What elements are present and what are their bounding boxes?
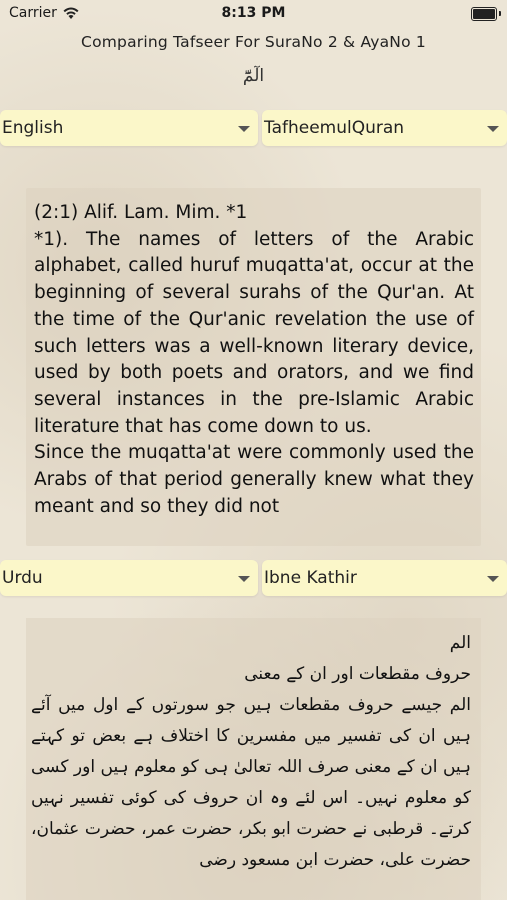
chevron-down-icon (238, 576, 250, 582)
language-select-top-value: English (2, 118, 64, 138)
language-select-top[interactable] (0, 110, 258, 146)
status-bar (0, 0, 507, 28)
tafsir-paragraph: Since the muqatta'at were commonly used the Arabs of that period generally knew what they meant and so they did not (34, 442, 474, 517)
urdu-heading: الم (449, 633, 471, 653)
battery-icon (471, 7, 497, 21)
chevron-down-icon (238, 126, 250, 132)
tafsir-select-top-value: TafheemulQuran (264, 118, 405, 138)
chevron-down-icon (487, 126, 499, 132)
urdu-subheading: حروف مقطعات اور ان کے معنی (244, 664, 471, 684)
tafsir-select-bottom-value: Ibne Kathir (264, 568, 357, 588)
urdu-tafsir-panel[interactable] (26, 618, 481, 900)
language-select-bottom-value: Urdu (2, 568, 43, 588)
urdu-paragraph: الم جیسے حروف مقطعات ہیں جو سورتوں کے اول میں آئے ہیں ان کی تفسیر میں مفسرین کا اختلاف ہے بعض تو کہتے ہیں ان کے معنی صرف اللہ تعالیٰ ہی کو معلوم ہیں اور کسی کو معلوم نہیں۔ اس لئے وہ ان حروف کی کوئی تفسیر نہیں کرتے۔ قرطبی نے حضرت ابو بکر، حضرت عمر، حضرت عثمان، حضرت علی، حضرت ابن مسعود رضی (31, 695, 471, 870)
tafsir-paragraph: *1). The names of letters of the Arabic alphabet, called huruf muqatta'at, occur at the beginning of several surahs of the Qur'an. At the time of the Qur'anic revelation the use of such letters was a well-known literary device, used by both poets and orators, and we find several instances in the pre-Islamic Arabic literature that has come down to us. (34, 228, 474, 437)
tafsir-verse-line: (2:1) Alif. Lam. Mim. *1 (34, 202, 248, 223)
tafsir-select-bottom[interactable] (262, 560, 507, 596)
chevron-down-icon (487, 576, 499, 582)
tafsir-select-top[interactable] (262, 110, 507, 146)
clock: 8:13 PM (221, 5, 286, 21)
ayah-arabic-text: الٓمّٓ (242, 66, 265, 86)
page-title: Comparing Tafseer For SuraNo 2 & AyaNo 1 (81, 33, 426, 51)
carrier-label: Carrier (9, 5, 57, 21)
english-tafsir-panel[interactable] (26, 188, 481, 546)
language-select-bottom[interactable] (0, 560, 258, 596)
